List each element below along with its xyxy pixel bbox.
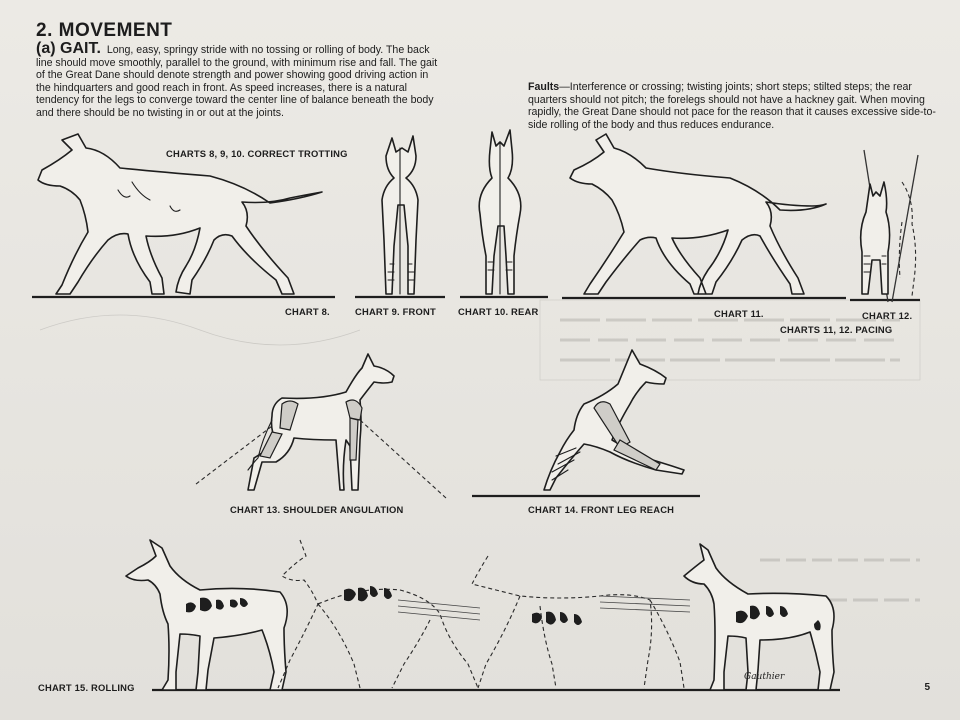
caption-chart-12: CHART 12. (862, 310, 913, 321)
faults-text: —Interference or crossing; twisting joints; short steps; stilted steps; the rear quarters should not pitch; the forelegs should not have a hackney gait. When moving rapidly, the Great Dane should not pace for the reason that it causes excessive side-to-side rolling of the body and thus reduces endurance. (528, 81, 936, 131)
chart-12-illustration (850, 150, 920, 302)
chart-10-illustration (460, 130, 548, 297)
chart-13-illustration (196, 354, 446, 498)
caption-charts-11-12: CHARTS 11, 12. PACING (780, 324, 893, 335)
chart-9-illustration (355, 136, 445, 297)
caption-chart-11: CHART 11. (714, 308, 764, 319)
page-number: 5 (924, 682, 930, 693)
chart-15-dog-4 (684, 544, 834, 690)
chart-15-illustration (126, 540, 840, 690)
caption-chart-8: CHART 8. (285, 306, 330, 317)
gait-text: Long, easy, springy stride with no tossing or rolling of body. The back line should move smoothly, parallel to the ground, with minimum rise and fall. The gait of the Great Dane should denote strength and power showing good driving action in the hindquarters and good reach in front. As speed increases, there is a natural tendency for the legs to converge toward the center line of balance beneath the body and there should be no twisting in or out at the joints. (36, 44, 438, 119)
caption-chart-9: CHART 9. FRONT (355, 306, 436, 317)
caption-charts-8-9-10: CHARTS 8, 9, 10. CORRECT TROTTING (166, 148, 348, 159)
caption-chart-13: CHART 13. SHOULDER ANGULATION (230, 504, 404, 515)
caption-chart-14: CHART 14. FRONT LEG REACH (528, 504, 675, 515)
caption-chart-10: CHART 10. REAR (458, 306, 539, 317)
faults-label: Faults (528, 81, 560, 93)
gait-heading: (a) GAIT. (36, 40, 101, 57)
artist-signature: Gauthier (744, 672, 785, 682)
chart-15-dog-2 (278, 540, 478, 688)
chart-14-illustration (472, 350, 700, 496)
chart-11-illustration (562, 134, 846, 298)
caption-chart-15: CHART 15. ROLLING (38, 682, 135, 693)
section-title: 2. MOVEMENT (36, 20, 173, 41)
chart-15-dog-1 (126, 540, 287, 690)
